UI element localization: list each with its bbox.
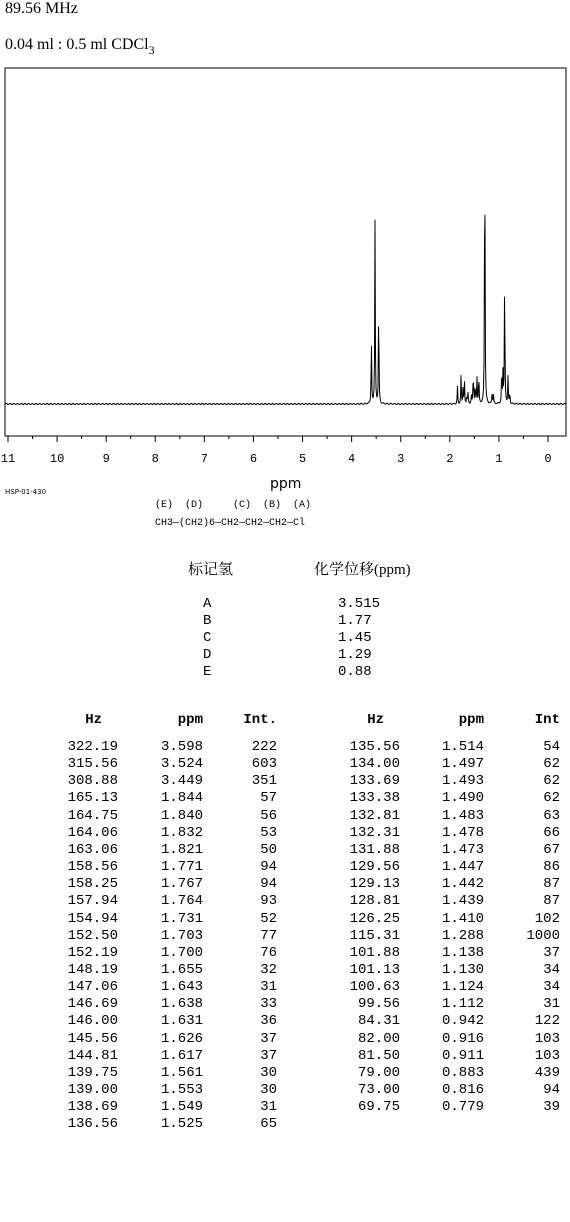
x-axis-ticks xyxy=(8,436,548,442)
peak-table-cell: 165.13 xyxy=(67,790,118,807)
peak-table-cell: 129.13 xyxy=(349,876,400,893)
peak-table-cell: 62 xyxy=(543,756,560,773)
peak-table-header: Hz xyxy=(367,712,384,728)
plot-frame xyxy=(5,68,566,436)
structural-formula: CH3—(CH2)6—CH2—CH2—CH2—Cl xyxy=(155,518,306,529)
peak-table-cell: 351 xyxy=(251,773,277,790)
peak-table-cell: 132.31 xyxy=(349,824,400,841)
peak-table-cell: 1.483 xyxy=(441,807,484,824)
peak-table-cell: 94 xyxy=(260,876,277,893)
assignment-label: B xyxy=(203,613,212,629)
peak-table-cell: 0.883 xyxy=(441,1064,484,1081)
peak-table-cell: 322.19 xyxy=(67,739,118,755)
peak-table-cell: 1.442 xyxy=(441,876,484,893)
peak-table-cell: 34 xyxy=(543,961,560,978)
peak-table-header: Hz xyxy=(85,712,102,728)
peak-table-cell: 128.81 xyxy=(349,893,400,910)
peak-table-cell: 94 xyxy=(543,1082,560,1098)
peak-table-cell: 152.50 xyxy=(67,927,118,944)
solvent-text: 0.04 ml : 0.5 ml CDCl xyxy=(5,36,149,53)
peak-table-cell: 136.56 xyxy=(67,1116,118,1133)
peak-table-cell: 56 xyxy=(260,807,277,824)
peak-table-cell: 37 xyxy=(260,1030,277,1047)
peak-table-cell: 30 xyxy=(260,1082,277,1098)
assignment-shift-header: 化学位移(ppm) xyxy=(314,562,411,578)
peak-table-cell: 1.821 xyxy=(160,841,203,858)
peak-table-cell: 134.00 xyxy=(349,756,400,773)
peak-table-cell: 37 xyxy=(260,1047,277,1064)
peak-table-cell: 31 xyxy=(260,979,277,996)
peak-table-cell: 164.06 xyxy=(67,824,118,841)
peak-table-cell: 152.19 xyxy=(67,944,118,961)
peak-table-cell: 222 xyxy=(251,739,277,755)
peak-table-cell: 3.449 xyxy=(160,773,203,790)
peak-table-cell: 99.56 xyxy=(357,996,400,1013)
peak-table-cell: 1.626 xyxy=(160,1030,203,1047)
peak-table-cell: 34 xyxy=(543,979,560,996)
assignment-label: D xyxy=(203,647,212,663)
formula-position-labels: (E) (D) (C) (B) (A) xyxy=(155,500,312,511)
peak-table-cell: 133.38 xyxy=(349,790,400,807)
peak-table-cell: 139.00 xyxy=(67,1082,118,1098)
peak-table-cell: 148.19 xyxy=(67,961,118,978)
spectrum-trace xyxy=(5,215,566,405)
peak-table-cell: 0.911 xyxy=(441,1047,484,1064)
peak-table-cell: 1.844 xyxy=(160,790,203,807)
peak-table-cell: 3.598 xyxy=(160,739,203,755)
peak-table-cell: 102 xyxy=(534,910,560,927)
x-tick-label: 9 xyxy=(102,452,110,466)
peak-table-cell: 315.56 xyxy=(67,756,118,773)
peak-table-cell: 132.81 xyxy=(349,807,400,824)
peak-table-cell: 1.655 xyxy=(160,961,203,978)
peak-table-cell: 1.643 xyxy=(160,979,203,996)
peak-table-cell: 52 xyxy=(260,910,277,927)
peak-table-cell: 1.767 xyxy=(160,876,203,893)
peak-table-cell: 31 xyxy=(543,996,560,1013)
peak-table-cell: 139.75 xyxy=(67,1064,118,1081)
peak-table-cell: 39 xyxy=(543,1099,560,1116)
peak-table-cell: 131.88 xyxy=(349,841,400,858)
peak-table-cell: 30 xyxy=(260,1064,277,1081)
peak-table-cell: 157.94 xyxy=(67,893,118,910)
peak-table-cell: 147.06 xyxy=(67,979,118,996)
x-axis-tick-labels xyxy=(1,452,552,466)
peak-table-cell: 1.473 xyxy=(441,841,484,858)
peak-table-cell: 163.06 xyxy=(67,841,118,858)
peak-table-cell: 603 xyxy=(251,756,277,773)
peak-table-cell: 1.497 xyxy=(441,756,484,773)
peak-table-cell: 94 xyxy=(260,859,277,876)
peak-table-cell: 0.942 xyxy=(441,1013,484,1030)
spectrum-code: HSP-01-430 xyxy=(5,488,47,496)
peak-table-cell: 1.288 xyxy=(441,927,484,944)
x-tick-label: 3 xyxy=(397,452,405,466)
x-tick-label: 4 xyxy=(348,452,356,466)
x-axis-label: ppm xyxy=(270,476,302,492)
x-tick-label: 11 xyxy=(0,452,16,466)
peak-table-cell: 1000 xyxy=(526,927,560,944)
peak-table-cell: 1.493 xyxy=(441,773,484,790)
peak-table-cell: 93 xyxy=(260,893,277,910)
peak-table-cell: 164.75 xyxy=(67,807,118,824)
assignment-shift: 1.45 xyxy=(338,630,372,646)
peak-table-cell: 1.703 xyxy=(160,927,203,944)
peak-table-header: Int. xyxy=(243,712,277,728)
peak-table-cell: 62 xyxy=(543,773,560,790)
x-tick-label: 6 xyxy=(249,452,258,466)
peak-table-cell: 3.524 xyxy=(160,756,203,773)
peak-table-cell: 73.00 xyxy=(357,1082,400,1098)
peak-table-cell: 1.731 xyxy=(160,910,203,927)
peak-table-cell: 1.490 xyxy=(441,790,484,807)
peak-table-cell: 145.56 xyxy=(67,1030,118,1047)
sample-solvent xyxy=(5,36,155,58)
peak-table-cell: 1.764 xyxy=(160,893,203,910)
peak-table-cell: 0.816 xyxy=(441,1082,484,1098)
peak-table-cell: 126.25 xyxy=(349,910,400,927)
peak-table-cell: 115.31 xyxy=(349,927,400,944)
peak-table-cell: 103 xyxy=(534,1030,560,1047)
peak-table-header: Int xyxy=(534,712,560,728)
peak-table-cell: 65 xyxy=(260,1116,277,1133)
peak-table-cell: 146.00 xyxy=(67,1013,118,1030)
peak-table-cell: 87 xyxy=(543,876,560,893)
peak-table-cell: 36 xyxy=(260,1013,277,1030)
x-tick-label: 10 xyxy=(49,452,65,466)
peak-table-cell: 0.916 xyxy=(441,1030,484,1047)
peak-table-cell: 439 xyxy=(534,1064,560,1081)
peak-table-cell: 50 xyxy=(260,841,277,858)
peak-table-cell: 67 xyxy=(543,841,560,858)
peak-table-cell: 1.549 xyxy=(160,1099,203,1116)
assignment-shift: 1.29 xyxy=(338,647,372,663)
peak-table-cell: 1.638 xyxy=(160,996,203,1013)
peak-table-cell: 1.525 xyxy=(160,1116,203,1133)
peak-table-cell: 33 xyxy=(260,996,277,1013)
assignment-label-header: 标记氢 xyxy=(188,562,234,578)
peak-table-cell: 122 xyxy=(534,1013,560,1030)
peak-table-cell: 1.840 xyxy=(160,807,203,824)
peak-table-cell: 135.56 xyxy=(349,739,400,755)
peak-table-cell: 57 xyxy=(260,790,277,807)
x-tick-label: 5 xyxy=(298,452,307,466)
peak-table-cell: 1.410 xyxy=(441,910,484,927)
peak-table-cell: 133.69 xyxy=(349,773,400,790)
peak-table-cell: 66 xyxy=(543,824,560,841)
peak-table-cell: 1.832 xyxy=(160,824,203,841)
x-tick-label: 2 xyxy=(446,452,454,466)
peak-table-cell: 146.69 xyxy=(67,996,118,1013)
assignment-label: E xyxy=(203,664,212,680)
peak-table-cell: 308.88 xyxy=(67,773,118,790)
peak-table-cell: 87 xyxy=(543,893,560,910)
peak-table-cell: 103 xyxy=(534,1047,560,1064)
peak-table-cell: 1.514 xyxy=(441,739,484,755)
nmr-spectrum-chart xyxy=(0,60,570,480)
assignment-shift: 0.88 xyxy=(338,664,372,680)
peak-table-cell: 1.124 xyxy=(441,979,484,996)
peak-table-cell: 0.779 xyxy=(441,1099,484,1116)
peak-table-cell: 86 xyxy=(543,859,560,876)
assignment-shift: 1.77 xyxy=(338,613,372,629)
peak-table-cell: 154.94 xyxy=(67,910,118,927)
peak-table-cell: 1.439 xyxy=(441,893,484,910)
assignment-shift: 3.515 xyxy=(338,596,381,612)
peak-table-cell: 158.25 xyxy=(67,876,118,893)
peak-table-cell: 53 xyxy=(260,824,277,841)
peak-table-cell: 1.138 xyxy=(441,944,484,961)
peak-table-cell: 1.447 xyxy=(441,859,484,876)
peak-table-cell: 101.13 xyxy=(349,961,400,978)
peak-table-cell: 1.130 xyxy=(441,961,484,978)
peak-table-cell: 31 xyxy=(260,1099,277,1116)
peak-table-cell: 1.478 xyxy=(441,824,484,841)
peak-table-cell: 77 xyxy=(260,927,277,944)
peak-table-cell: 1.112 xyxy=(441,996,484,1013)
peak-table-cell: 100.63 xyxy=(349,979,400,996)
peak-table-cell: 129.56 xyxy=(349,859,400,876)
peak-table-cell: 32 xyxy=(260,961,277,978)
x-tick-label: 0 xyxy=(544,452,552,466)
peak-table-cell: 82.00 xyxy=(357,1030,400,1047)
peak-table-cell: 1.561 xyxy=(160,1064,203,1081)
peak-table-cell: 37 xyxy=(543,944,560,961)
x-tick-label: 8 xyxy=(151,452,159,466)
peak-table-header: ppm xyxy=(458,712,484,728)
spectrometer-frequency: 89.56 MHz xyxy=(5,0,78,17)
x-tick-label: 1 xyxy=(495,452,503,466)
assignment-label: A xyxy=(203,596,212,612)
peak-table-cell: 138.69 xyxy=(67,1099,118,1116)
peak-table-cell: 63 xyxy=(543,807,560,824)
peak-table-cell: 101.88 xyxy=(349,944,400,961)
peak-table-cell: 81.50 xyxy=(357,1047,400,1064)
peak-table-cell: 1.617 xyxy=(160,1047,203,1064)
peak-table-cell: 79.00 xyxy=(357,1064,400,1081)
peak-table-cell: 1.771 xyxy=(160,859,203,876)
peak-table-cell: 76 xyxy=(260,944,277,961)
peak-table-cell: 84.31 xyxy=(357,1013,400,1030)
peak-table-cell: 1.553 xyxy=(160,1082,203,1098)
peak-table-cell: 1.631 xyxy=(160,1013,203,1030)
peak-table-cell: 144.81 xyxy=(67,1047,118,1064)
x-tick-label: 7 xyxy=(200,452,208,466)
peak-table-cell: 69.75 xyxy=(357,1099,400,1116)
peak-table-header: ppm xyxy=(177,712,203,728)
peak-table-cell: 54 xyxy=(543,739,560,755)
assignment-label: C xyxy=(203,630,212,646)
peak-table-cell: 158.56 xyxy=(67,859,118,876)
peak-table-cell: 1.700 xyxy=(160,944,203,961)
solvent-subscript: 3 xyxy=(148,43,155,57)
peak-table-cell: 62 xyxy=(543,790,560,807)
